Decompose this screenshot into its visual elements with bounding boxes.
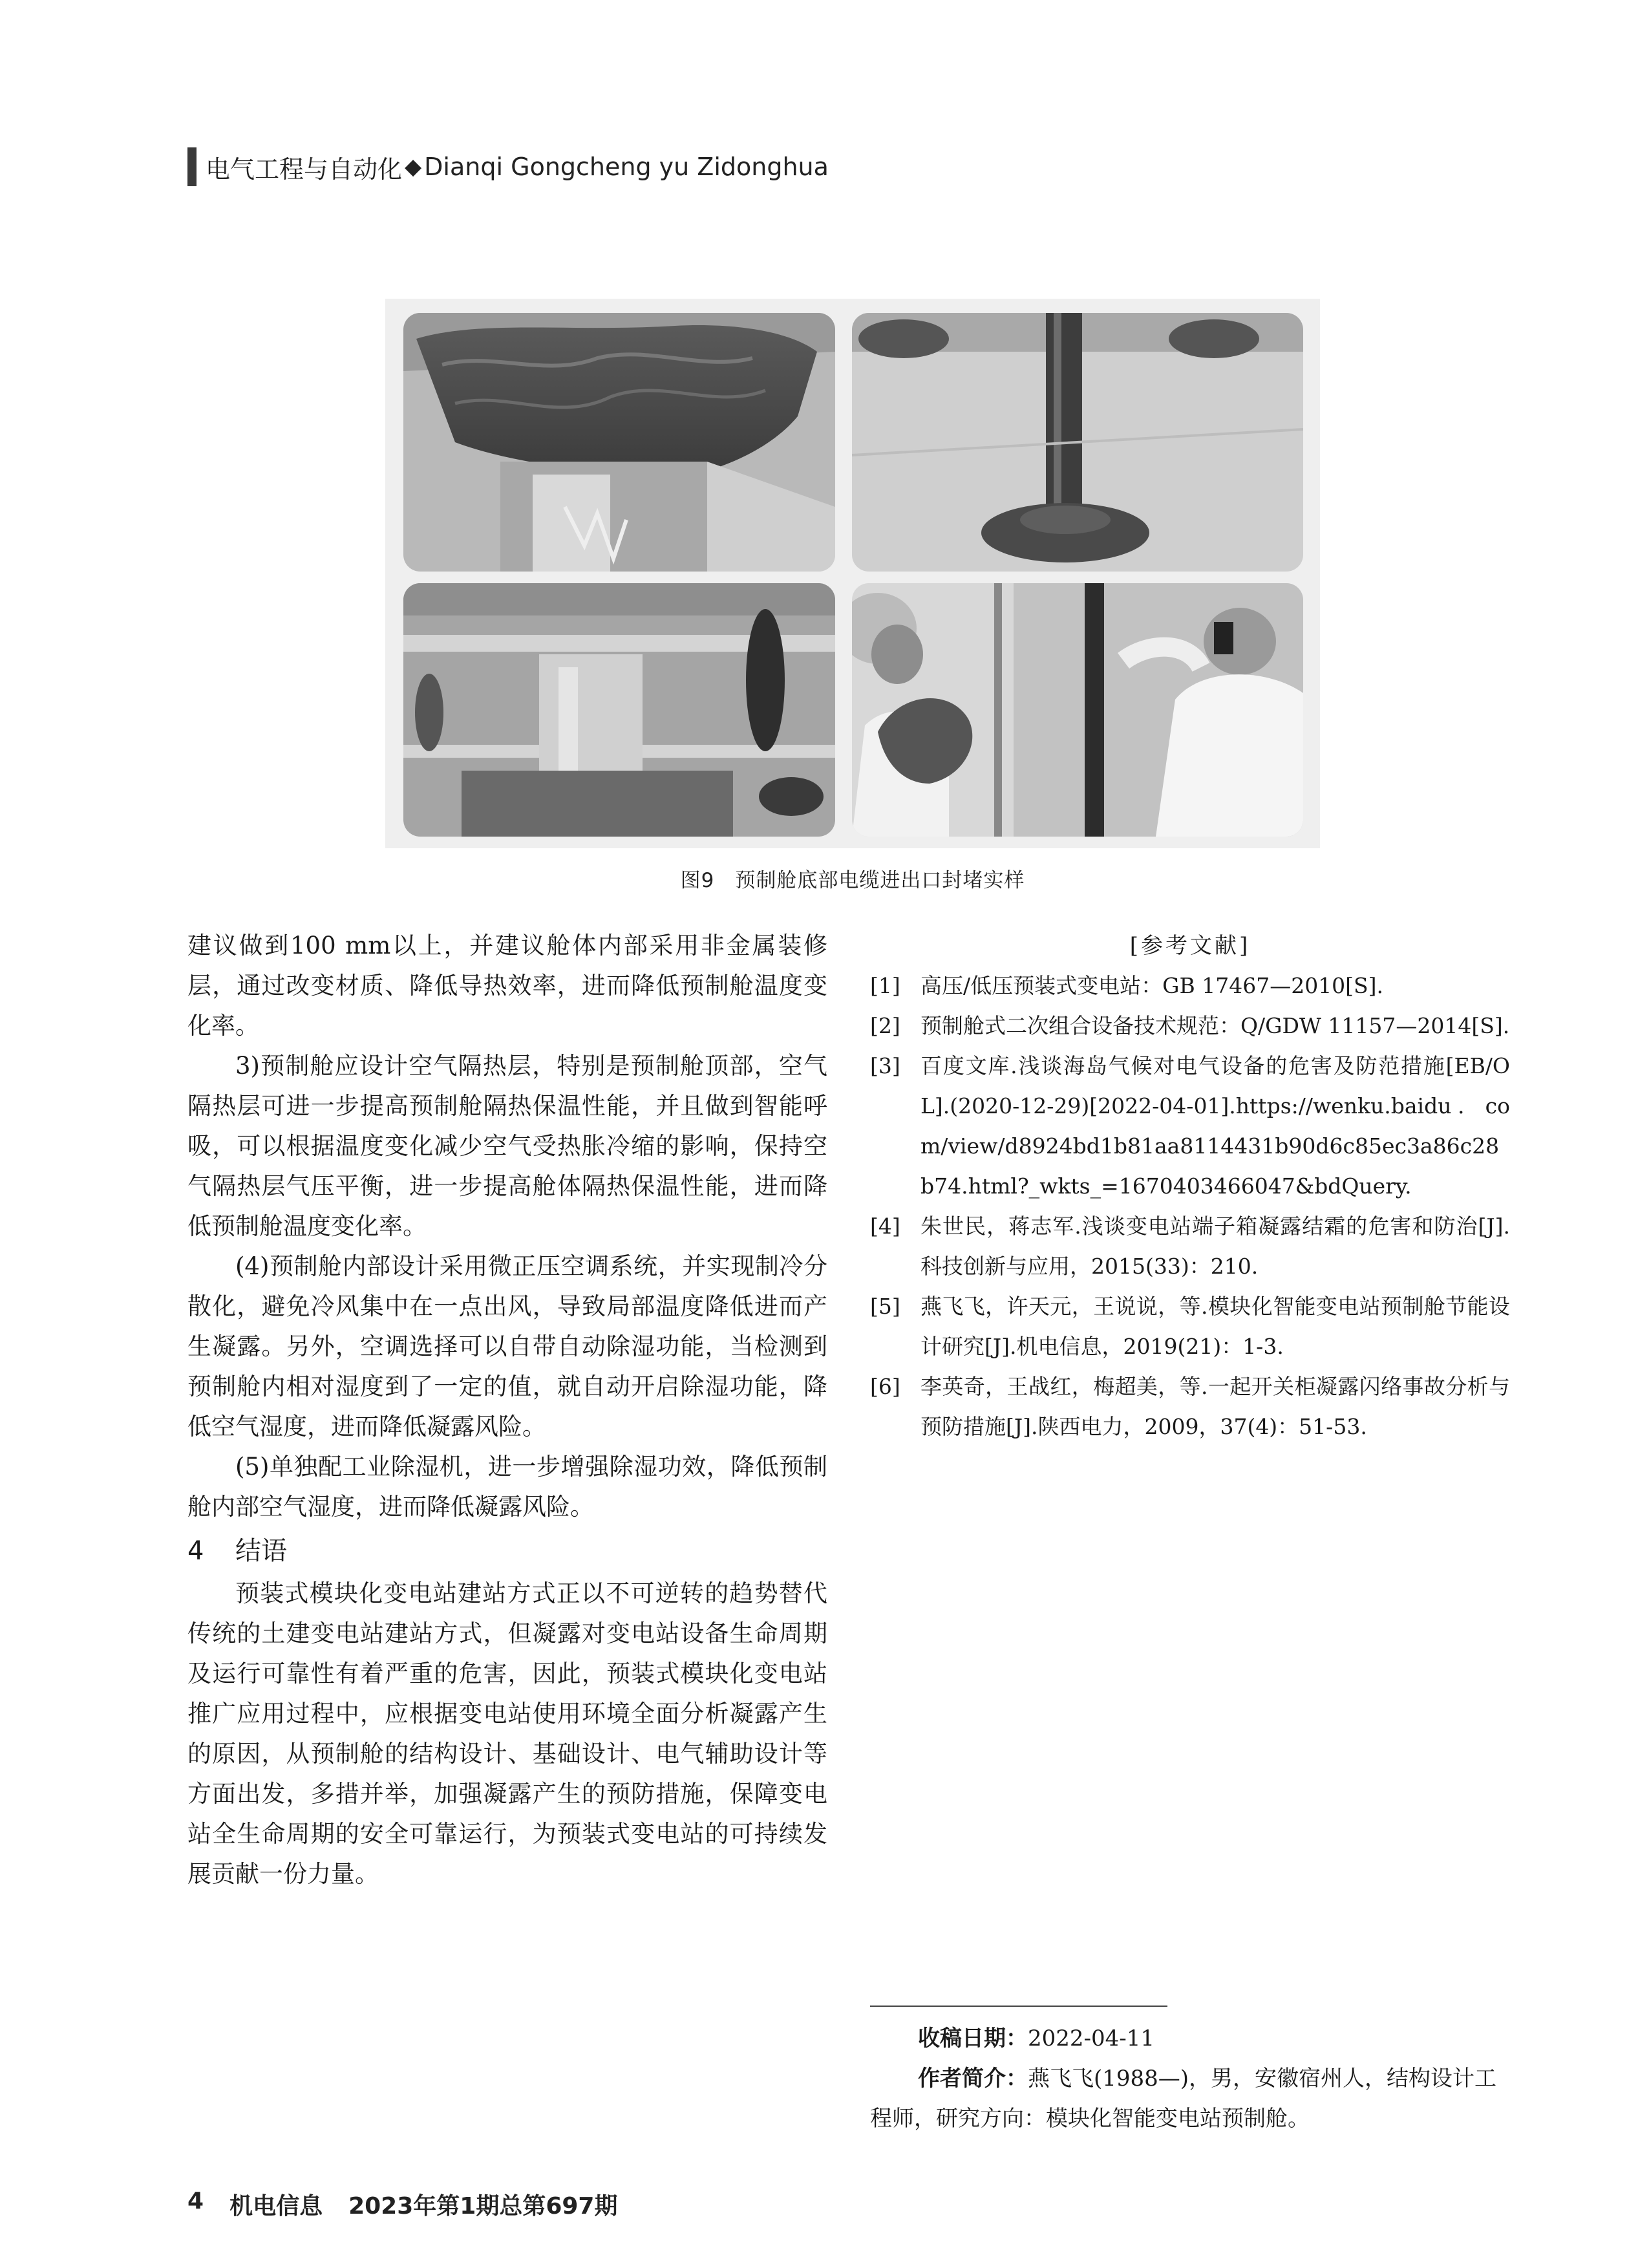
references-column: [870, 926, 1510, 1447]
body-paragraph: 预装式模块化变电站建站方式正以不可逆转的趋势替代传统的土建变电站建站方式，但凝露对变电站设备生命周期及运行可靠性有着严重的危害，因此，预装式模块化变电站推广应用过程中，应根据变电站使用环境全面分析凝露产生的原因，从预制舱的结构设计、基础设计、电气辅助设计等方面出发，多措并举，加强凝露产生的预防措施，保障变电站全生命周期的安全可靠运行，为预装式变电站的可持续发展贡献一份力量。: [187, 1579, 827, 1888]
body-paragraph: 建议做到100 mm以上，并建议舱体内部采用非金属装修层，通过改变材质、降低导热效率，进而降低预制舱温度变化率。: [187, 932, 827, 1040]
journal-title-cn: 电气工程与自动化: [206, 155, 403, 184]
running-footer: [187, 2188, 617, 2221]
author-bio-label: 作者简介：: [918, 2066, 1028, 2091]
reference-text: 高压/低压预装式变电站：GB 17467—2010[S].: [920, 973, 1384, 998]
worker-sealing-photo: [852, 583, 1303, 837]
figure-caption: 图9 预制舱底部电缆进出口封堵实样: [680, 869, 1025, 892]
running-header: [187, 147, 829, 186]
reference-item: [870, 966, 1510, 1006]
sealed-cable-entry-photo: [403, 313, 835, 572]
section-number: 4: [187, 1536, 204, 1566]
received-date-line: [870, 2018, 1510, 2059]
reference-number: [5]: [870, 1294, 900, 1319]
journal-title-pinyin: Dianqi Gongcheng yu Zidonghua: [424, 153, 829, 181]
footnote-divider: [870, 2006, 1167, 2007]
body-text-column: [187, 926, 827, 1894]
reference-item: [870, 1367, 1510, 1447]
received-date-label: 收稿日期：: [918, 2026, 1028, 2051]
body-paragraph: 3)预制舱应设计空气隔热层，特别是预制舱顶部，空气隔热层可进一步提高预制舱隔热保温性能，并且做到智能呼吸，可以根据温度变化减少空气受热胀冷缩的影响，保持空气隔热层气压平衡，进一步提高舱体隔热保温性能，进而降低预制舱温度变化率。: [187, 1052, 827, 1240]
reference-item: [870, 1046, 1510, 1206]
footer-journal-name: 机电信息: [229, 2193, 323, 2220]
reference-item: [870, 1287, 1510, 1367]
reference-number: [2]: [870, 1013, 900, 1038]
reference-number: [4]: [870, 1214, 900, 1239]
footnote: [870, 2018, 1510, 2139]
footer-issue: 2023年第1期总第697期: [348, 2193, 618, 2220]
diamond-icon: ◆: [405, 154, 422, 180]
page-number: 4: [187, 2188, 204, 2214]
figure-9: [385, 299, 1320, 848]
references-title: [参考文献]: [1129, 933, 1251, 959]
reference-text: 燕飞飞，许天元，王说说，等.模块化智能变电站预制舱节能设计研究[J].机电信息，2019(21)：1-3.: [920, 1294, 1510, 1359]
section-heading: [187, 1531, 827, 1571]
reference-number: [1]: [870, 973, 900, 998]
reference-text: 百度文库.浅谈海岛气候对电气设备的危害及防范措施[EB/OL].(2020-12-29)[2022-04-01].https://wenku.baidu．com/view/d8924bd1b81aa8114431b90d6c85ec3a86c28b74.html?_wkts_=1670403466047&bdQuery.: [920, 1053, 1510, 1199]
author-bio-text: 燕飞飞(1988—)，男，安徽宿州人，结构设计工程师，研究方向：模块化智能变电站预制舱。: [870, 2066, 1497, 2132]
reference-text: 朱世民，蒋志军.浅谈变电站端子箱凝露结霜的危害和防治[J].科技创新与应用，2015(33)：210.: [920, 1214, 1510, 1279]
reference-text: 预制舱式二次组合设备技术规范：Q/GDW 11157—2014[S].: [920, 1013, 1510, 1038]
reference-number: [3]: [870, 1053, 900, 1078]
reference-item: [870, 1006, 1510, 1046]
header-bar-mark: [187, 147, 197, 186]
cable-tray-seal-photo: [403, 583, 835, 837]
reference-text: 李英奇，王战红，梅超美，等.一起开关柜凝露闪络事故分析与预防措施[J].陕西电力，2009，37(4)：51-53.: [920, 1374, 1510, 1439]
reference-item: [870, 1206, 1510, 1287]
section-title: 结语: [235, 1536, 287, 1566]
pipe-seal-floor-photo: [852, 313, 1303, 572]
author-bio-line: [870, 2059, 1510, 2139]
reference-number: [6]: [870, 1374, 900, 1399]
received-date-value: 2022-04-11: [1028, 2026, 1155, 2051]
body-paragraph: (5)单独配工业除湿机，进一步增强除湿功效，降低预制舱内部空气湿度，进而降低凝露风险。: [187, 1453, 827, 1521]
body-paragraph: (4)预制舱内部设计采用微正压空调系统，并实现制冷分散化，避免冷风集中在一点出风，导致局部温度降低进而产生凝露。另外，空调选择可以自带自动除湿功能，当检测到预制舱内相对湿度到了一定的值，就自动开启除湿功能，降低空气湿度，进而降低凝露风险。: [187, 1252, 827, 1440]
